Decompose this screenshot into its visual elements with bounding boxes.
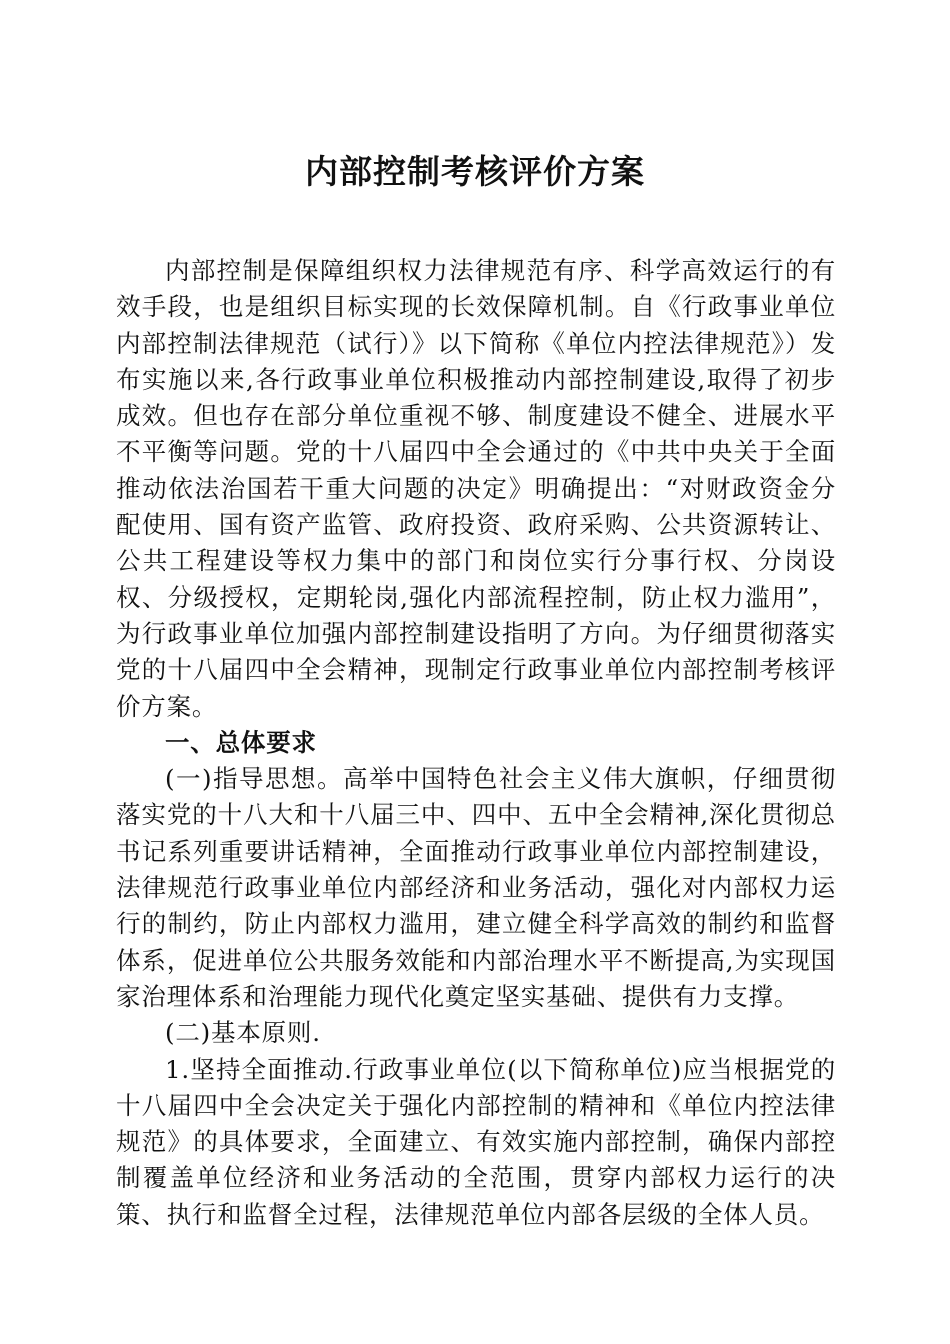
document-body [116, 253, 836, 1233]
section-heading-overall-requirements: 一、总体要求 [165, 727, 317, 757]
basic-principles-heading: (二)基本原则. [165, 1018, 321, 1048]
intro-paragraph: 内部控制是保障组织权力法律规范有序、科学高效运行的有效手段，也是组织目标实现的长效保障机制。自《行政事业单位内部控制法律规范（试行）》以下简称《单位内控法律规范》）发布实施以来,各行政事业单位积极推动内部控制建设,取得了初步成效。但也存在部分单位重视不够、制度建设不健全、进展水平不平衡等问题。党的十八届四中全会通过的《中共中央关于全面推动依法治国若干重大问题的决定》明确提出：“对财政资金分配使用、国有资产监管、政府投资、政府采购、公共资源转让、公共工程建设等权力集中的部门和岗位实行分事行权、分岗设权、分级授权，定期轮岗,强化内部流程控制，防止权力滥用”，为行政事业单位加强内部控制建设指明了方向。为仔细贯彻落实党的十八届四中全会精神，现制定行政事业单位内部控制考核评价方案。 [116, 256, 837, 721]
document-title: 内部控制考核评价方案 [305, 152, 645, 192]
principle-1-paragraph: 1.坚持全面推动.行政事业单位(以下简称单位)应当根据党的十八届四中全会决定关于强化内部控制的精神和《单位内控法律规范》的具体要求，全面建立、有效实施内部控制，确保内部控制覆盖单位经济和业务活动的全范围，贯穿内部权力运行的决策、执行和监督全过程，法律规范单位内部各层级的全体人员。 [116, 1054, 836, 1229]
guiding-thought-paragraph: (一)指导思想。高举中国特色社会主义伟大旗帜，仔细贯彻落实党的十八大和十八届三中、四中、五中全会精神,深化贯彻总书记系列重要讲话精神，全面推动行政事业单位内部控制建设，法律规范行政事业单位内部经济和业务活动，强化对内部权力运行的制约，防止内部权力滥用，建立健全科学高效的制约和监督体系，促进单位公共服务效能和内部治理水平不断提高,为实现国家治理体系和治理能力现代化奠定坚实基础、提供有力支撑。 [116, 764, 836, 1011]
